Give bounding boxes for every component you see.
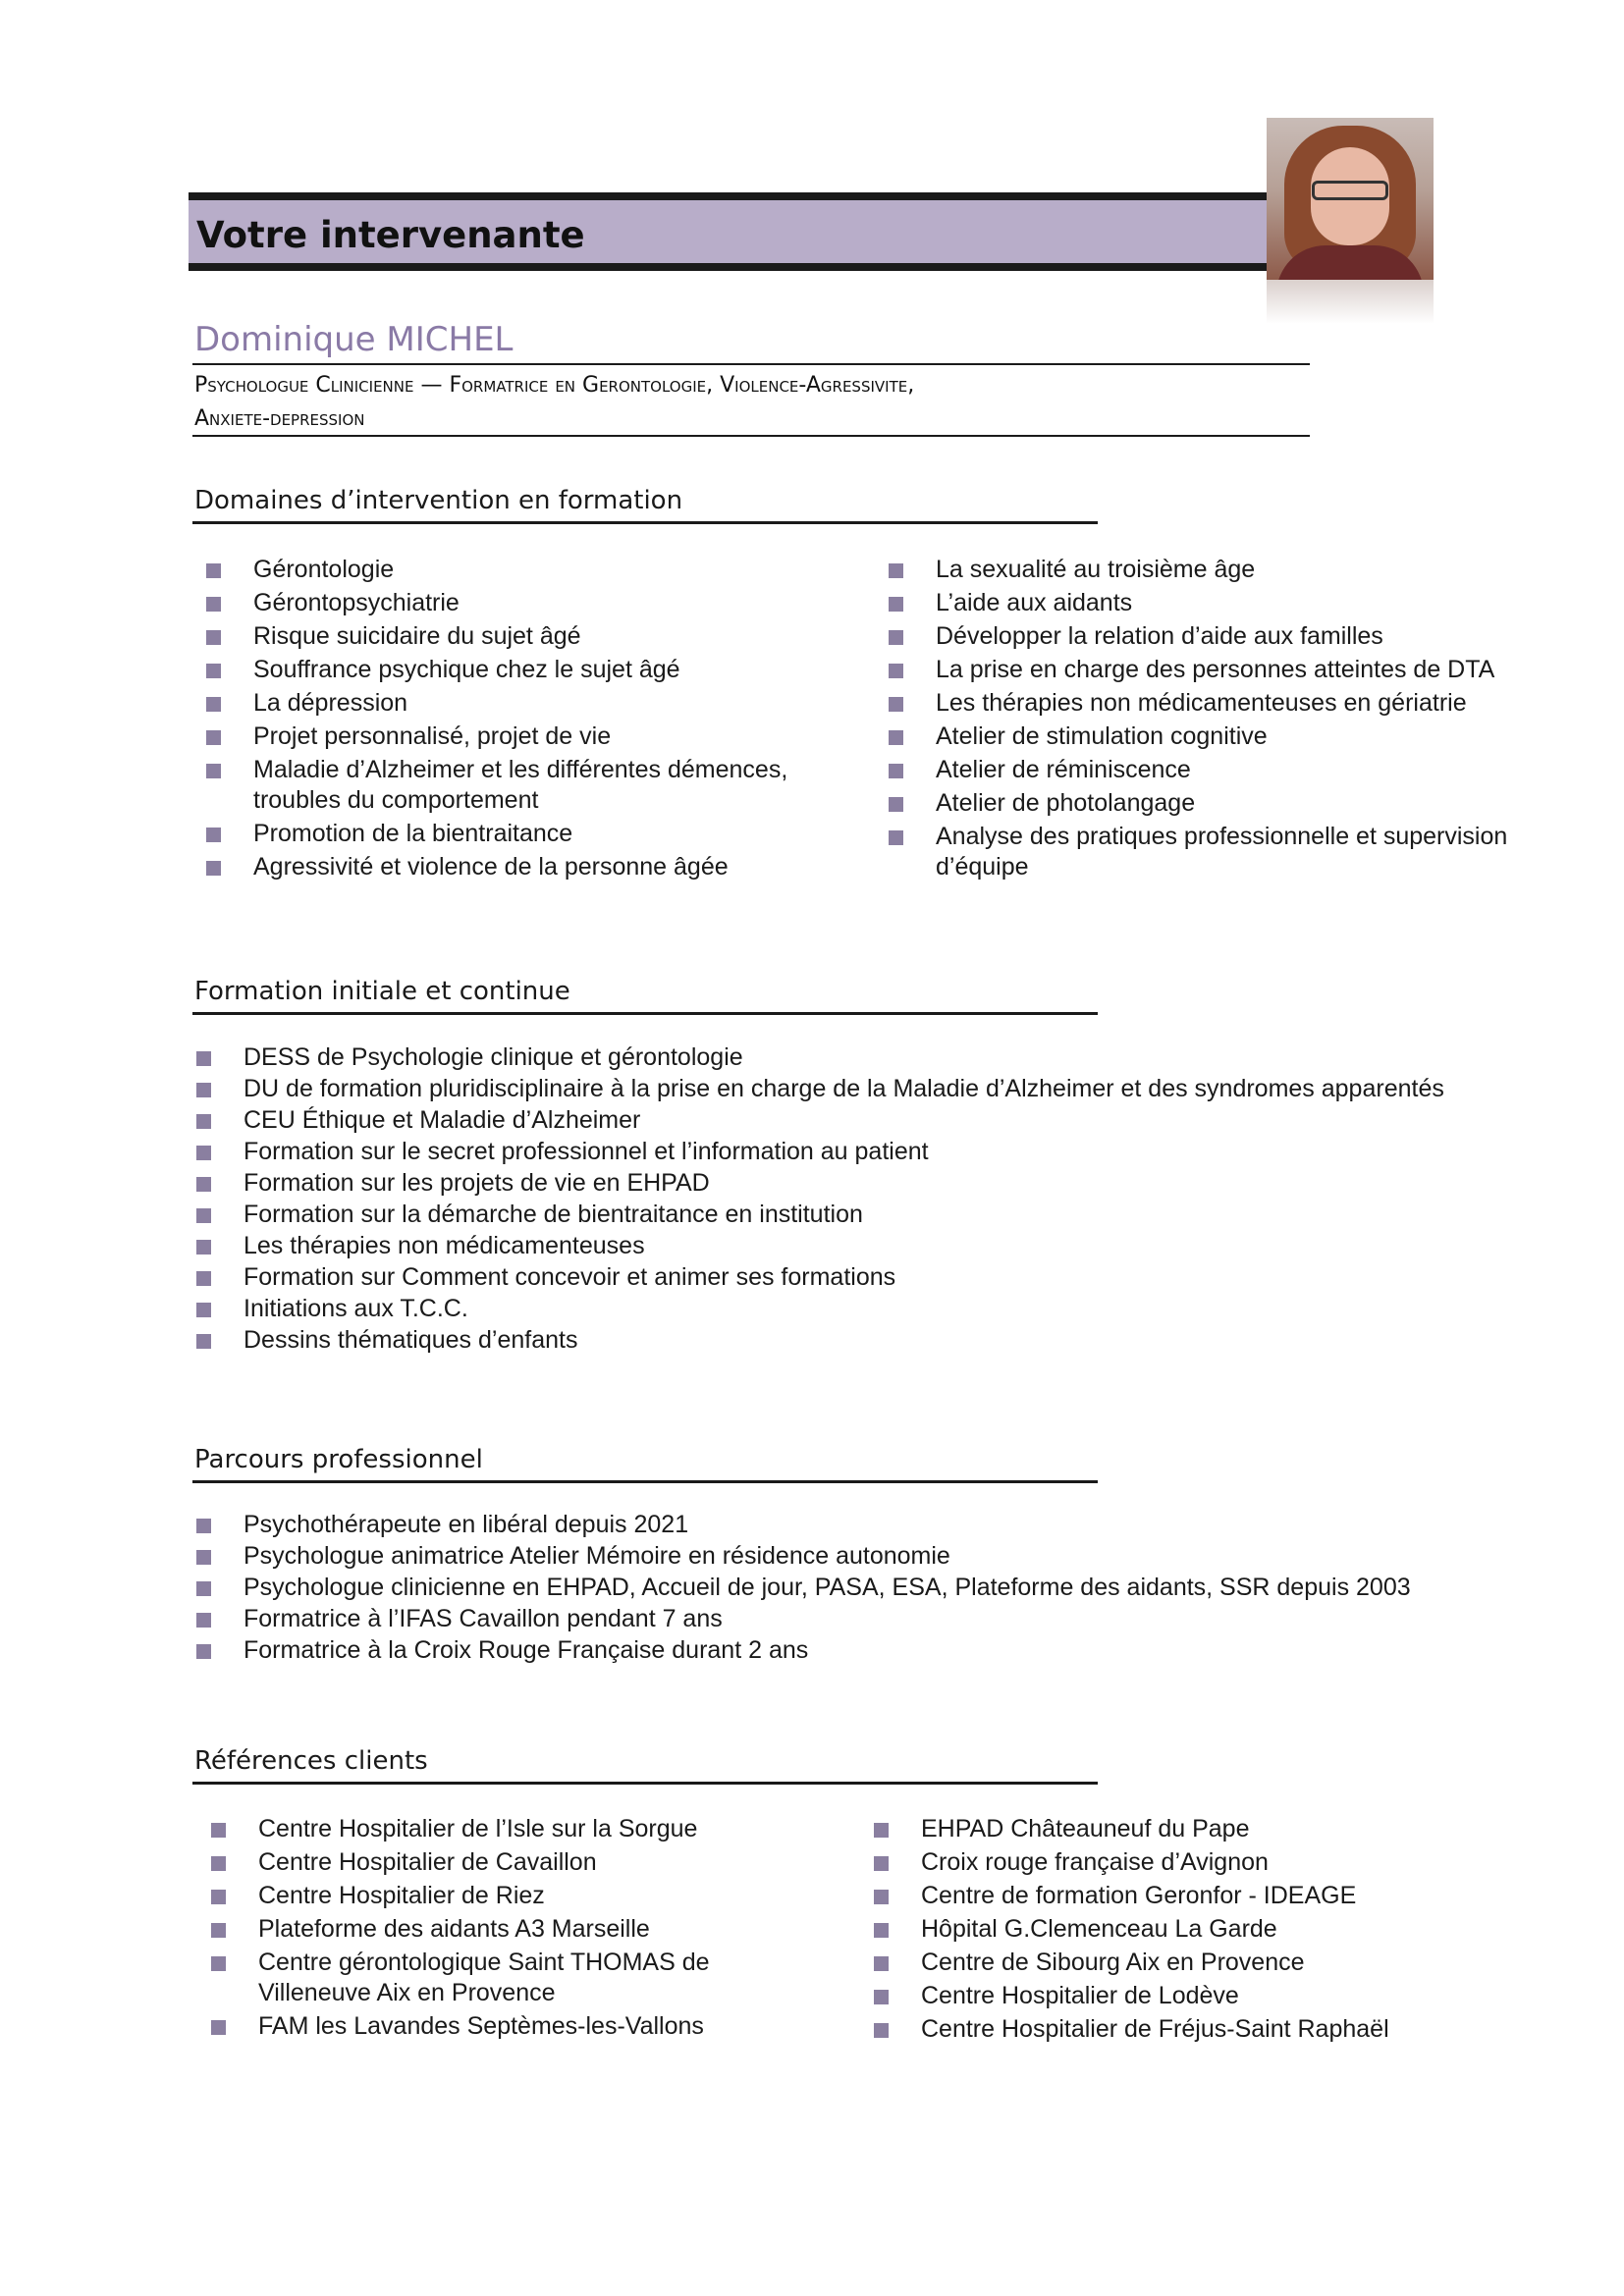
- domaine-item-text: Développer la relation d’aide aux familles: [936, 622, 1383, 650]
- square-bullet-icon: [206, 597, 221, 612]
- domaines-list-col2: [889, 555, 1576, 885]
- square-bullet-icon: [196, 1334, 211, 1349]
- square-bullet-icon: [874, 2023, 889, 2038]
- parcours-item: [196, 1573, 1492, 1603]
- section-rule-domaines: [192, 521, 1098, 524]
- domaine-item-text: L’aide aux aidants: [936, 589, 1133, 616]
- square-bullet-icon: [874, 1856, 889, 1871]
- domaine-item-text: Projet personnalisé, projet de vie: [253, 722, 612, 750]
- photo-reflection: [1267, 280, 1434, 324]
- section-title-references: Références clients: [194, 1746, 428, 1776]
- square-bullet-icon: [211, 1923, 226, 1938]
- domaine-item: [206, 721, 854, 752]
- formation-item-text: Dessins thématiques d’enfants: [244, 1326, 578, 1354]
- domaine-item-text: Analyse des pratiques professionnelle et supervision d’équipe: [936, 823, 1508, 881]
- parcours-item-text: Formatrice à l’IFAS Cavaillon pendant 7 ans: [244, 1605, 723, 1632]
- domaine-item-text: Atelier de photolangage: [936, 789, 1196, 817]
- domaine-item: [206, 588, 854, 618]
- square-bullet-icon: [196, 1051, 211, 1066]
- formation-item-text: Formation sur les projets de vie en EHPAD: [244, 1169, 710, 1197]
- formation-list: [196, 1042, 1453, 1357]
- parcours-item-text: Psychologue clinicienne en EHPAD, Accueil de jour, PASA, ESA, Plateforme des aidants, SSR depuis 2003: [244, 1574, 1411, 1601]
- square-bullet-icon: [211, 1890, 226, 1904]
- header-banner: [189, 192, 1267, 271]
- domaine-item: [889, 588, 1576, 618]
- formation-item: [196, 1231, 1453, 1261]
- reference-item-text: Centre Hospitalier de l’Isle sur la Sorgue: [258, 1815, 698, 1842]
- domaine-item: [889, 755, 1576, 785]
- parcours-item: [196, 1604, 1492, 1634]
- reference-item: [211, 1847, 761, 1878]
- formation-item: [196, 1137, 1453, 1167]
- domaine-item: [206, 621, 854, 652]
- reference-item-text: Centre gérontologique Saint THOMAS de Villeneuve Aix en Provence: [258, 1949, 710, 2006]
- square-bullet-icon: [211, 1956, 226, 1971]
- section-rule-references: [192, 1782, 1098, 1785]
- domaine-item: [206, 688, 854, 719]
- page-title: Votre intervenante: [196, 214, 585, 256]
- reference-item: [211, 2011, 761, 2042]
- reference-item-text: Centre Hospitalier de Riez: [258, 1882, 545, 1909]
- person-name: Dominique MICHEL: [194, 320, 514, 359]
- parcours-item: [196, 1541, 1492, 1572]
- role-line-1: Psychologue Clinicienne — Formatrice en Gerontologie, Violence-Agressivite,: [194, 373, 915, 398]
- domaine-item-text: Souffrance psychique chez le sujet âgé: [253, 656, 680, 683]
- name-divider: [192, 363, 1310, 365]
- square-bullet-icon: [874, 1956, 889, 1971]
- square-bullet-icon: [196, 1613, 211, 1628]
- square-bullet-icon: [196, 1271, 211, 1286]
- reference-item: [874, 1847, 1483, 1878]
- formation-item-text: Formation sur le secret professionnel et l’information au patient: [244, 1138, 929, 1165]
- reference-item-text: FAM les Lavandes Septèmes-les-Vallons: [258, 2012, 704, 2040]
- domaine-item: [889, 655, 1576, 685]
- domaine-item-text: Atelier de stimulation cognitive: [936, 722, 1268, 750]
- square-bullet-icon: [889, 664, 903, 678]
- square-bullet-icon: [196, 1083, 211, 1097]
- formation-item: [196, 1168, 1453, 1199]
- square-bullet-icon: [196, 1177, 211, 1192]
- square-bullet-icon: [874, 1990, 889, 2004]
- square-bullet-icon: [211, 2020, 226, 2035]
- domaine-item: [889, 555, 1576, 585]
- reference-item-text: Centre Hospitalier de Cavaillon: [258, 1848, 597, 1876]
- domaine-item: [889, 721, 1576, 752]
- section-rule-formation: [192, 1012, 1098, 1015]
- square-bullet-icon: [206, 563, 221, 578]
- parcours-item: [196, 1635, 1492, 1666]
- domaine-item: [206, 555, 854, 585]
- parcours-list: [196, 1510, 1492, 1667]
- square-bullet-icon: [206, 630, 221, 645]
- square-bullet-icon: [196, 1240, 211, 1255]
- section-title-domaines: Domaines d’intervention en formation: [194, 486, 683, 515]
- role-line-2: Anxiete-depression: [194, 406, 365, 431]
- formation-item-text: CEU Éthique et Maladie d’Alzheimer: [244, 1106, 641, 1134]
- parcours-item-text: Psychothérapeute en libéral depuis 2021: [244, 1511, 689, 1538]
- square-bullet-icon: [196, 1644, 211, 1659]
- square-bullet-icon: [211, 1856, 226, 1871]
- square-bullet-icon: [889, 597, 903, 612]
- parcours-item-text: Psychologue animatrice Atelier Mémoire en résidence autonomie: [244, 1542, 950, 1570]
- parcours-item-text: Formatrice à la Croix Rouge Française durant 2 ans: [244, 1636, 809, 1664]
- domaine-item: [206, 755, 854, 816]
- domaine-item: [206, 655, 854, 685]
- reference-item: [874, 1881, 1483, 1911]
- formation-item: [196, 1042, 1453, 1073]
- profile-photo: [1267, 118, 1434, 280]
- reference-item-text: Centre de Sibourg Aix en Provence: [921, 1949, 1305, 1976]
- formation-item: [196, 1200, 1453, 1230]
- square-bullet-icon: [196, 1550, 211, 1565]
- references-list-col2: [874, 1814, 1483, 2048]
- formation-item: [196, 1105, 1453, 1136]
- reference-item-text: Croix rouge française d’Avignon: [921, 1848, 1269, 1876]
- domaine-item-text: Atelier de réminiscence: [936, 756, 1191, 783]
- domaine-item-text: La prise en charge des personnes atteintes de DTA: [936, 656, 1495, 683]
- reference-item-text: Plateforme des aidants A3 Marseille: [258, 1915, 650, 1943]
- square-bullet-icon: [889, 730, 903, 745]
- domaine-item: [889, 822, 1576, 882]
- person-role: [194, 369, 1304, 436]
- domaine-item: [889, 688, 1576, 719]
- reference-item-text: Centre Hospitalier de Fréjus-Saint Raphaël: [921, 2015, 1389, 2043]
- reference-item-text: Centre de formation Geronfor - IDEAGE: [921, 1882, 1357, 1909]
- square-bullet-icon: [196, 1114, 211, 1129]
- square-bullet-icon: [874, 1923, 889, 1938]
- square-bullet-icon: [889, 563, 903, 578]
- formation-item-text: Formation sur la démarche de bientraitance en institution: [244, 1201, 863, 1228]
- square-bullet-icon: [196, 1146, 211, 1160]
- square-bullet-icon: [889, 697, 903, 712]
- formation-item: [196, 1325, 1453, 1356]
- domaine-item: [889, 788, 1576, 819]
- domaine-item-text: Agressivité et violence de la personne âgée: [253, 853, 729, 881]
- references-list-col1: [211, 1814, 761, 2045]
- domaine-item-text: La dépression: [253, 689, 408, 717]
- formation-item-text: Formation sur Comment concevoir et animer ses formations: [244, 1263, 896, 1291]
- square-bullet-icon: [889, 830, 903, 845]
- reference-item: [211, 1814, 761, 1844]
- formation-item: [196, 1294, 1453, 1324]
- square-bullet-icon: [196, 1581, 211, 1596]
- reference-item: [874, 1814, 1483, 1844]
- domaine-item: [206, 819, 854, 849]
- square-bullet-icon: [206, 730, 221, 745]
- reference-item: [874, 1948, 1483, 1978]
- reference-item: [211, 1914, 761, 1945]
- domaine-item-text: La sexualité au troisième âge: [936, 556, 1256, 583]
- square-bullet-icon: [206, 664, 221, 678]
- square-bullet-icon: [874, 1890, 889, 1904]
- formation-item: [196, 1262, 1453, 1293]
- reference-item: [211, 1948, 761, 2008]
- section-title-formation: Formation initiale et continue: [194, 977, 570, 1006]
- domaine-item-text: Risque suicidaire du sujet âgé: [253, 622, 581, 650]
- role-divider: [192, 435, 1310, 437]
- square-bullet-icon: [206, 697, 221, 712]
- square-bullet-icon: [206, 764, 221, 778]
- square-bullet-icon: [206, 828, 221, 842]
- square-bullet-icon: [874, 1823, 889, 1838]
- formation-item: [196, 1074, 1453, 1104]
- domaine-item: [889, 621, 1576, 652]
- section-title-parcours: Parcours professionnel: [194, 1445, 483, 1474]
- square-bullet-icon: [196, 1519, 211, 1533]
- square-bullet-icon: [196, 1208, 211, 1223]
- domaine-item-text: Promotion de la bientraitance: [253, 820, 573, 847]
- square-bullet-icon: [211, 1823, 226, 1838]
- domaine-item: [206, 852, 854, 882]
- reference-item-text: Centre Hospitalier de Lodève: [921, 1982, 1239, 2009]
- square-bullet-icon: [889, 764, 903, 778]
- reference-item-text: EHPAD Châteauneuf du Pape: [921, 1815, 1250, 1842]
- formation-item-text: DU de formation pluridisciplinaire à la prise en charge de la Maladie d’Alzheimer et des syndromes apparentés: [244, 1075, 1444, 1102]
- formation-item-text: Initiations aux T.C.C.: [244, 1295, 468, 1322]
- reference-item: [211, 1881, 761, 1911]
- reference-item-text: Hôpital G.Clemenceau La Garde: [921, 1915, 1277, 1943]
- formation-item-text: Les thérapies non médicamenteuses: [244, 1232, 645, 1259]
- reference-item: [874, 2014, 1483, 2045]
- parcours-item: [196, 1510, 1492, 1540]
- square-bullet-icon: [889, 797, 903, 812]
- domaine-item-text: Gérontopsychiatrie: [253, 589, 460, 616]
- square-bullet-icon: [206, 861, 221, 876]
- formation-item-text: DESS de Psychologie clinique et gérontologie: [244, 1043, 743, 1071]
- square-bullet-icon: [196, 1303, 211, 1317]
- domaines-list-col1: [206, 555, 854, 885]
- domaine-item-text: Gérontologie: [253, 556, 395, 583]
- domaine-item-text: Les thérapies non médicamenteuses en gériatrie: [936, 689, 1467, 717]
- reference-item: [874, 1981, 1483, 2011]
- square-bullet-icon: [889, 630, 903, 645]
- section-rule-parcours: [192, 1480, 1098, 1483]
- domaine-item-text: Maladie d’Alzheimer et les différentes démences, troubles du comportement: [253, 756, 788, 814]
- reference-item: [874, 1914, 1483, 1945]
